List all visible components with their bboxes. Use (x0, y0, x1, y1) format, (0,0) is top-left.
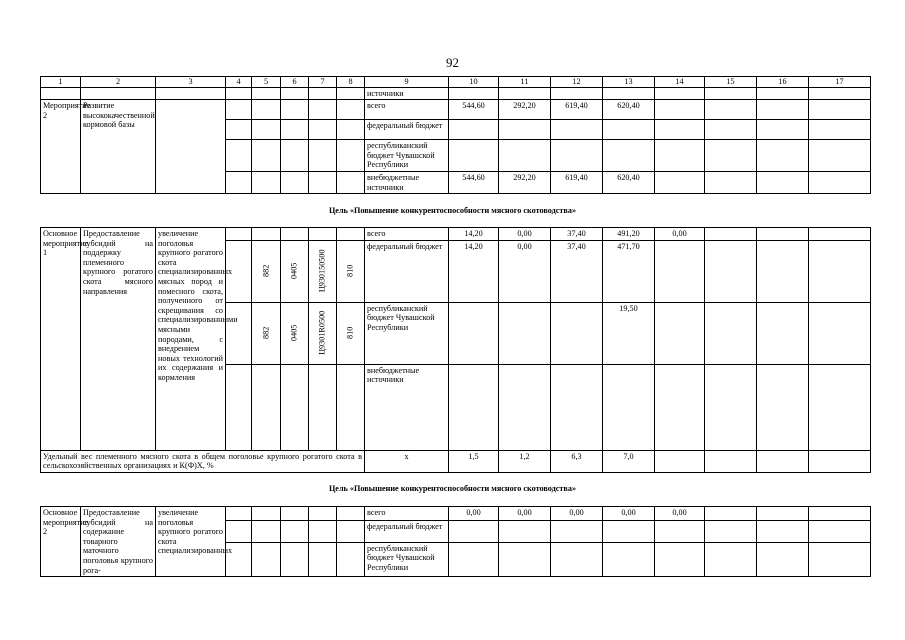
col-num: 2 (81, 77, 156, 88)
col-num: 8 (337, 77, 365, 88)
value-cell: 620,40 (603, 171, 655, 193)
indicator-value: 1,5 (449, 450, 499, 472)
measure-name-cell: Предоставление субсидий на содержание товарного маточного поголовья крупного рога- (81, 507, 156, 577)
expected-result-cell: увеличение поголовья крупного рогатого скота специализированных мясных пород и помесного скота, полученного от скрещивания со специализированными мясными породами, с внедрением новых технологий их содержания и кормления (156, 228, 226, 451)
source-cell: республиканский бюджет Чувашской Республики (365, 140, 449, 172)
source-cell: республиканский бюджет Чувашской Республики (365, 302, 449, 364)
code-cell: Ц9301R0500 (317, 310, 327, 355)
col-num: 15 (705, 77, 757, 88)
indicator-value: 1,2 (499, 450, 551, 472)
col-num: 12 (551, 77, 603, 88)
table-part-1 (40, 76, 871, 194)
value-cell: 620,40 (603, 100, 655, 120)
value-cell: 14,20 (449, 240, 499, 302)
indicator-label: Удельный вес племенного мясного скота в общем поголовье крупного рогатого скота в сельскохозяйственных организациях и К(Ф)Х, % (41, 450, 365, 472)
page-number: 92 (446, 55, 459, 70)
value-cell: 37,40 (551, 240, 603, 302)
value-cell: 491,20 (603, 228, 655, 241)
indicator-value: 6,3 (551, 450, 603, 472)
expected-result-cell: увеличение поголовья крупного рогатого скота специализированных (156, 507, 226, 577)
source-cell: всего (365, 507, 449, 521)
value-cell: 544,60 (449, 100, 499, 120)
measure-name-cell: Развитие высококачественной кормовой базы (81, 100, 156, 194)
source-cell: всего (365, 100, 449, 120)
col-num: 11 (499, 77, 551, 88)
measure-cell: Основное мероприятие 2 (41, 507, 81, 577)
table-part-3 (40, 506, 871, 577)
col-num: 17 (809, 77, 871, 88)
source-cell: всего (365, 228, 449, 241)
code-cell: 882 (261, 264, 271, 277)
code-cell: 0405 (289, 262, 299, 279)
value-cell: 0,00 (655, 507, 705, 521)
source-cell: внебюджетные источники (365, 364, 449, 450)
indicator-value: х (365, 450, 449, 472)
measure-cell: Мероприятие 2 (41, 100, 81, 194)
source-cell: республиканский бюджет Чувашской Республики (365, 542, 449, 577)
column-number-row (41, 77, 871, 88)
goal-heading: Цель «Повышение конкурентоспособности мясного скотоводства» (328, 484, 577, 493)
measure-name-cell: Предоставление субсидий на поддержку племенного крупного рогатого скота мясного направления (81, 228, 156, 451)
value-cell: 619,40 (551, 100, 603, 120)
value-cell: 471,70 (603, 240, 655, 302)
col-num: 13 (603, 77, 655, 88)
table-row (41, 228, 871, 241)
value-cell: 0,00 (449, 507, 499, 521)
value-cell: 619,40 (551, 171, 603, 193)
table-row (41, 507, 871, 521)
value-cell: 0,00 (655, 228, 705, 241)
source-cell: федеральный бюджет (365, 120, 449, 140)
source-cell: внебюджетные источники (365, 171, 449, 193)
source-cell: федеральный бюджет (365, 520, 449, 542)
source-cell: федеральный бюджет (365, 240, 449, 302)
col-num: 10 (449, 77, 499, 88)
col-num: 1 (41, 77, 81, 88)
value-cell: 544,60 (449, 171, 499, 193)
value-cell: 0,00 (551, 507, 603, 521)
value-cell: 19,50 (603, 302, 655, 364)
value-cell: 292,20 (499, 100, 551, 120)
value-cell: 292,20 (499, 171, 551, 193)
code-cell: 0405 (289, 324, 299, 341)
col-num: 16 (757, 77, 809, 88)
value-cell: 0,00 (603, 507, 655, 521)
source-cell: источники (365, 87, 449, 100)
col-num: 4 (226, 77, 252, 88)
code-cell: 810 (345, 326, 355, 339)
col-num: 3 (156, 77, 226, 88)
code-cell: 810 (345, 264, 355, 277)
indicator-value: 7,0 (603, 450, 655, 472)
table-row (41, 87, 871, 100)
code-cell: Ц930150500 (317, 249, 327, 292)
goal-heading: Цель «Повышение конкурентоспособности мясного скотоводства» (328, 206, 577, 215)
col-num: 6 (281, 77, 309, 88)
col-num: 7 (309, 77, 337, 88)
col-num: 9 (365, 77, 449, 88)
table-row (41, 100, 871, 120)
col-num: 5 (252, 77, 281, 88)
table-part-2 (40, 227, 871, 473)
value-cell: 0,00 (499, 228, 551, 241)
value-cell: 14,20 (449, 228, 499, 241)
code-cell: 882 (261, 326, 271, 339)
value-cell: 0,00 (499, 240, 551, 302)
measure-cell: Основное мероприятие 1 (41, 228, 81, 451)
value-cell: 37,40 (551, 228, 603, 241)
indicator-row (41, 450, 871, 472)
col-num: 14 (655, 77, 705, 88)
value-cell: 0,00 (499, 507, 551, 521)
